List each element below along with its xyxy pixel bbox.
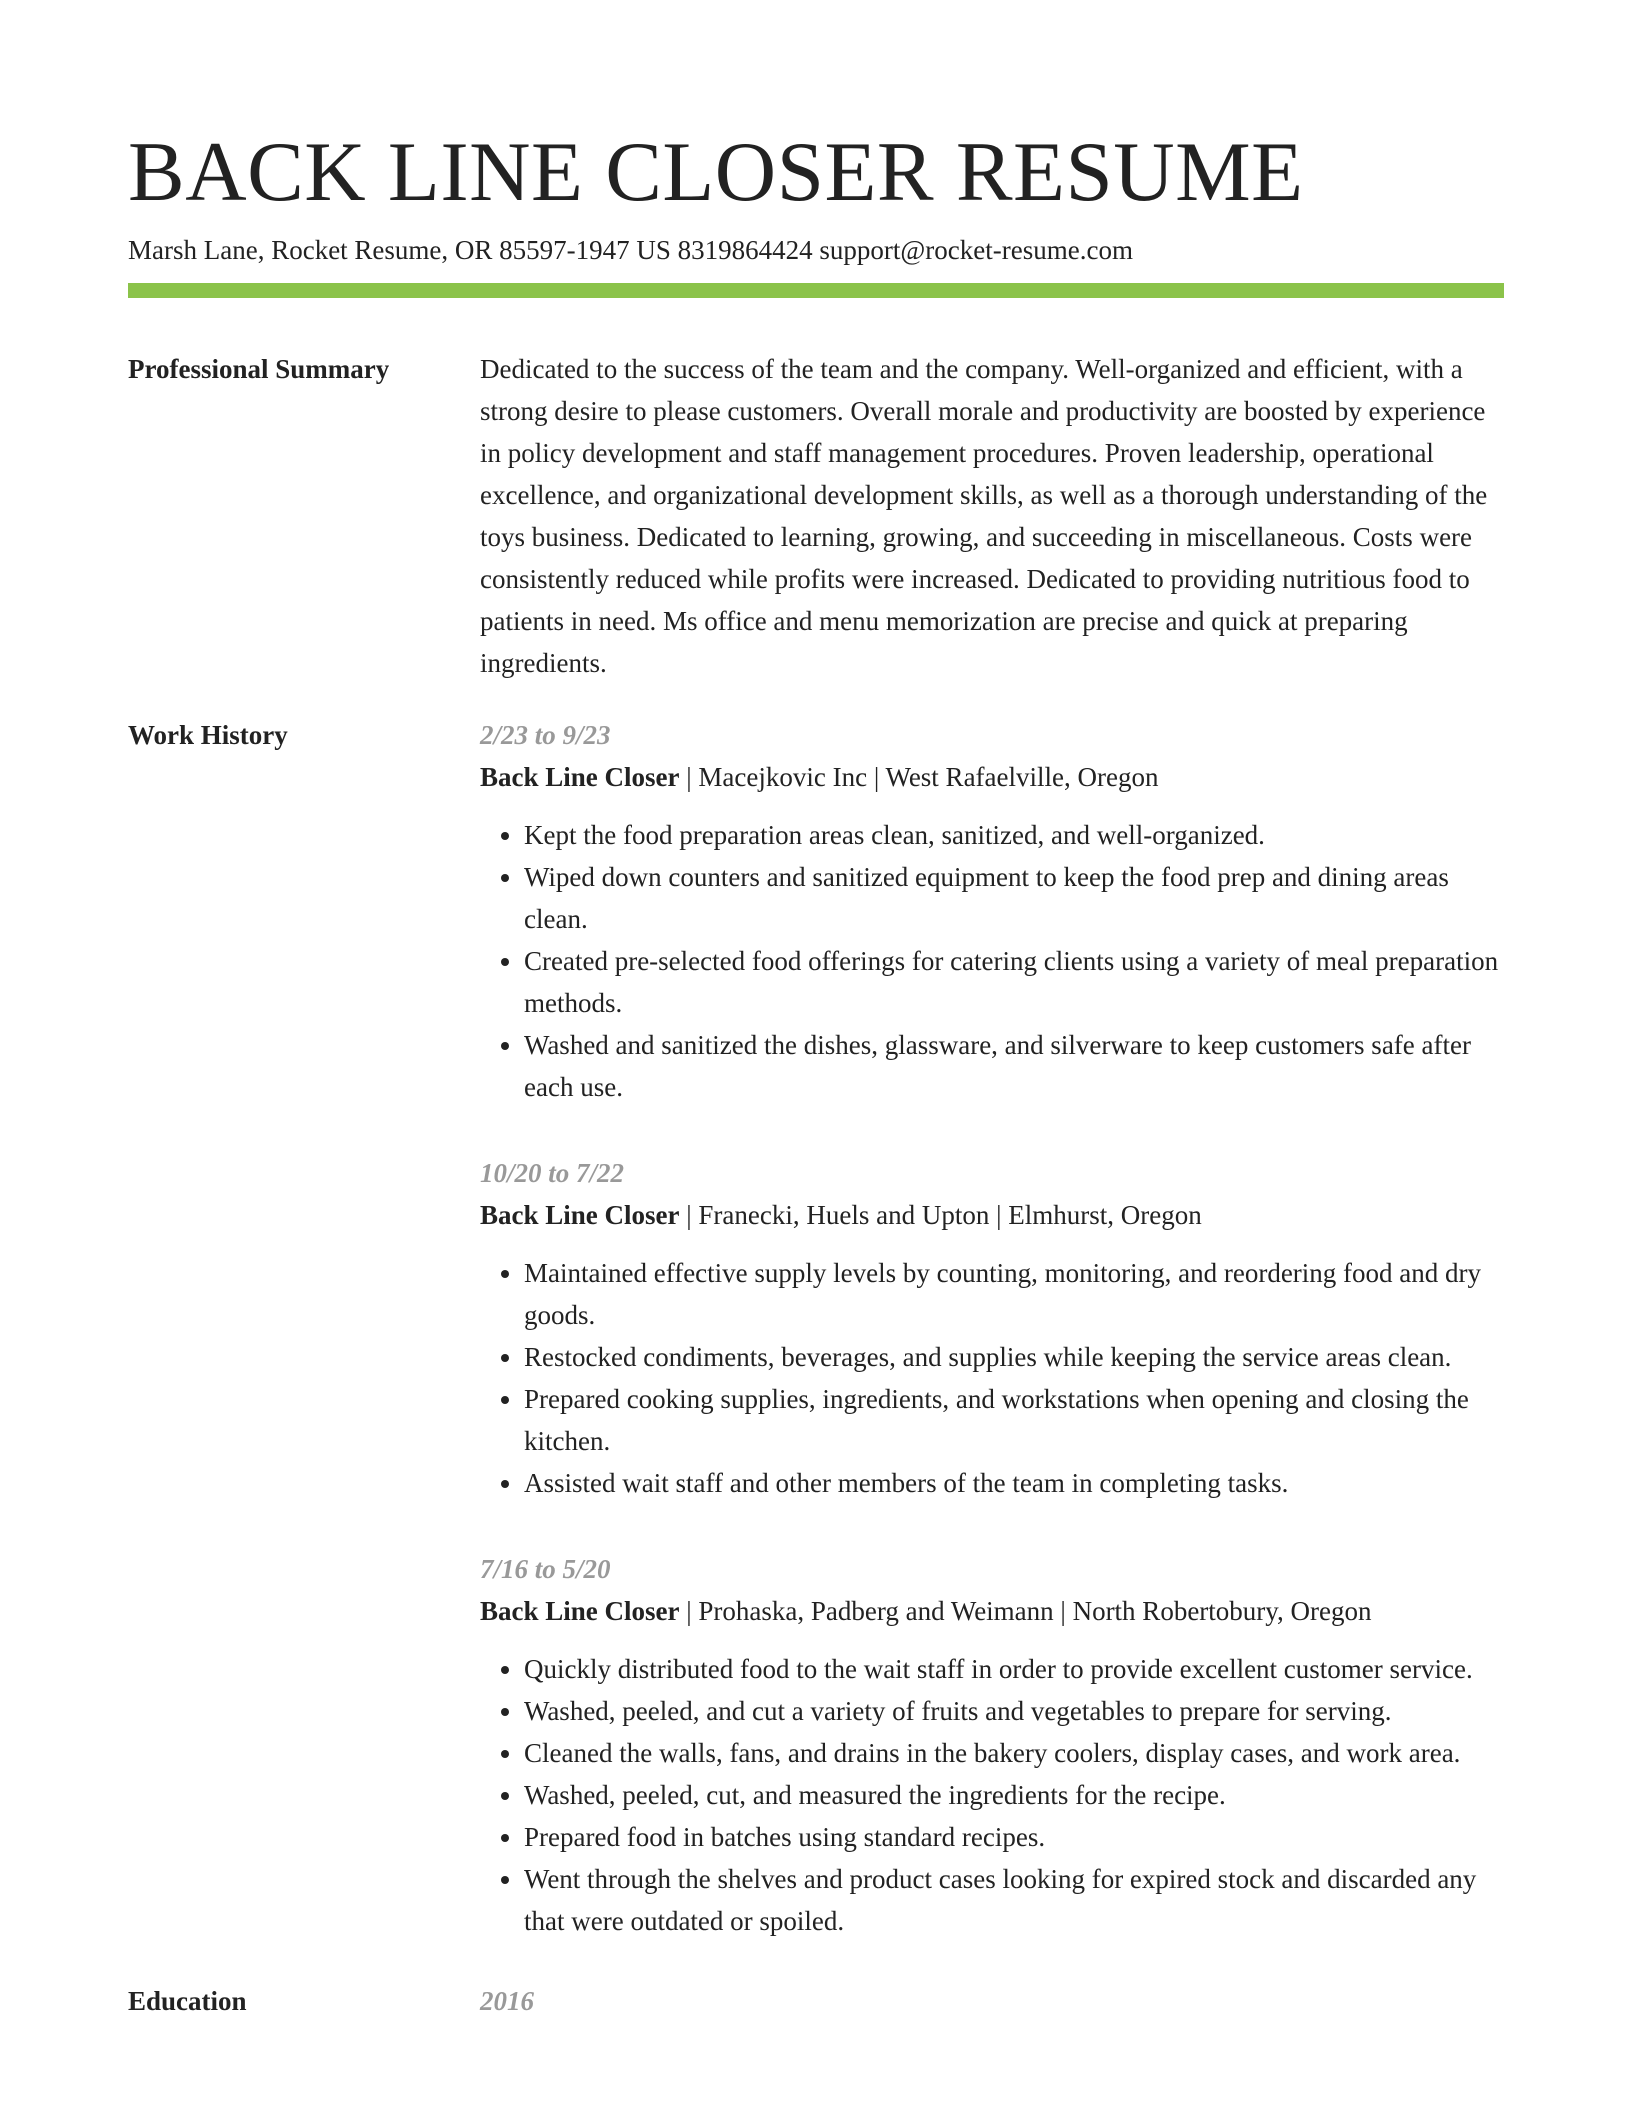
- job-company-location: | Franecki, Huels and Upton | Elmhurst, Oregon: [679, 1200, 1202, 1230]
- job-duties-list: [480, 814, 1504, 1108]
- list-item: • Prepared food in batches using standard recipes.: [524, 1816, 1504, 1858]
- job-title: Back Line Closer: [480, 1596, 680, 1626]
- job-entry: [480, 1548, 1504, 1942]
- job-dates: 2/23 to 9/23: [480, 720, 611, 750]
- resume-title: BACK LINE CLOSER RESUME: [128, 125, 1304, 219]
- work-history-section: [128, 714, 1504, 1942]
- list-item: • Quickly distributed food to the wait staff in order to provide excellent customer service.: [524, 1648, 1504, 1690]
- job-entry: [480, 1152, 1504, 1504]
- job-company-location: | Macejkovic Inc | West Rafaelville, Oregon: [679, 762, 1159, 792]
- job-heading: [480, 1590, 1504, 1632]
- education-section: [128, 1980, 1504, 2022]
- list-item: • Prepared cooking supplies, ingredients, and workstations when opening and closing the kitchen.: [524, 1378, 1504, 1462]
- job-dates: 7/16 to 5/20: [480, 1554, 611, 1584]
- job-dates: 10/20 to 7/22: [480, 1158, 625, 1188]
- header-divider: [128, 283, 1504, 298]
- list-item: • Restocked condiments, beverages, and supplies while keeping the service areas clean.: [524, 1336, 1504, 1378]
- contact-line: Marsh Lane, Rocket Resume, OR 85597-1947 US 8319864424 support@rocket-resume.com: [128, 235, 1133, 265]
- job-company-location: | Prohaska, Padberg and Weimann | North Robertobury, Oregon: [679, 1596, 1372, 1626]
- job-title: Back Line Closer: [480, 1200, 680, 1230]
- section-label-summary: Professional Summary: [128, 354, 390, 384]
- list-item: • Cleaned the walls, fans, and drains in the bakery coolers, display cases, and work area.: [524, 1732, 1504, 1774]
- list-item: • Washed and sanitized the dishes, glassware, and silverware to keep customers safe after each use.: [524, 1024, 1504, 1108]
- job-heading: [480, 756, 1504, 798]
- professional-summary-section: [128, 348, 1504, 684]
- resume-page: [128, 0, 1504, 2022]
- list-item: • Maintained effective supply levels by counting, monitoring, and reordering food and dry goods.: [524, 1252, 1504, 1336]
- section-label-work: Work History: [128, 720, 288, 750]
- list-item: • Wiped down counters and sanitized equipment to keep the food prep and dining areas clean.: [524, 856, 1504, 940]
- list-item: • Washed, peeled, cut, and measured the ingredients for the recipe.: [524, 1774, 1504, 1816]
- job-entry: [480, 714, 1504, 1108]
- education-date: 2016: [480, 1986, 534, 2016]
- list-item: • Assisted wait staff and other members of the team in completing tasks.: [524, 1462, 1504, 1504]
- list-item: • Washed, peeled, and cut a variety of fruits and vegetables to prepare for serving.: [524, 1690, 1504, 1732]
- summary-text: Dedicated to the success of the team and the company. Well-organized and efficient, with a strong desire to please customers. Overall morale and productivity are boosted by experience in policy development and staff management procedures. Proven leadership, operational excellence, and organizational development skills, as well as a thorough understanding of the toys business. Dedicated to learning, growing, and succeeding in miscellaneous. Costs were consistently reduced while profits were increased. Dedicated to providing nutritious food to patients in need. Ms office and menu memorization are precise and quick at preparing ingredients.: [480, 354, 1488, 678]
- list-item: • Went through the shelves and product cases looking for expired stock and discarded any that were outdated or spoiled.: [524, 1858, 1504, 1942]
- section-label-education: Education: [128, 1986, 247, 2016]
- job-duties-list: [480, 1252, 1504, 1504]
- list-item: • Kept the food preparation areas clean, sanitized, and well-organized.: [524, 814, 1504, 856]
- job-title: Back Line Closer: [480, 762, 680, 792]
- job-heading: [480, 1194, 1504, 1236]
- job-duties-list: [480, 1648, 1504, 1942]
- list-item: • Created pre-selected food offerings for catering clients using a variety of meal preparation methods.: [524, 940, 1504, 1024]
